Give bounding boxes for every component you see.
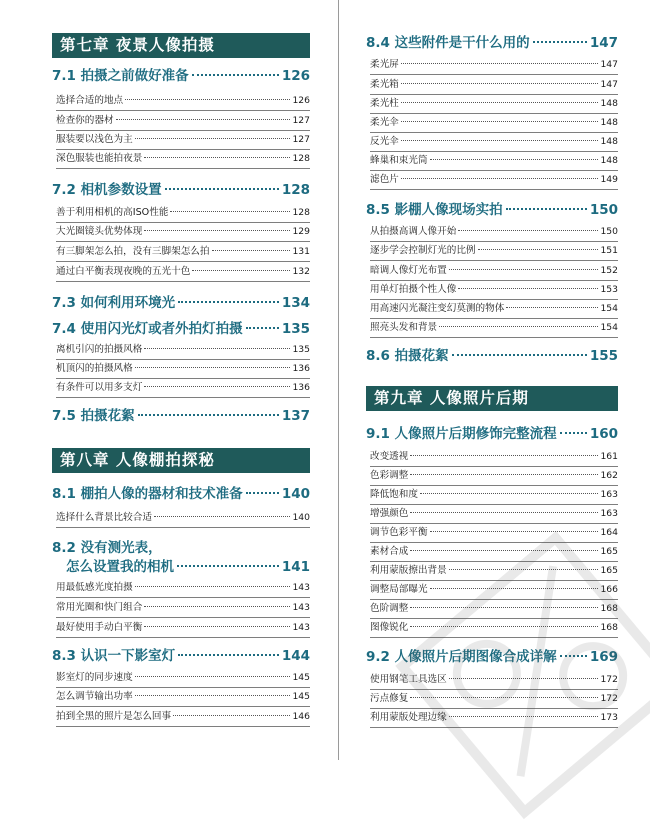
toc-item[interactable]: 选择什么背景比较合适 140: [56, 510, 310, 528]
toc-item[interactable]: 柔光柱 148: [370, 96, 618, 114]
toc-item[interactable]: 常用光圈和快门组合 143: [56, 600, 310, 618]
toc-item[interactable]: 色彩调整 162: [370, 468, 618, 486]
toc-item[interactable]: 用单灯拍摄个性人像 153: [370, 282, 618, 300]
toc-item[interactable]: 柔光屏 147: [370, 57, 618, 75]
toc-item[interactable]: 机顶闪的拍摄风格 136: [56, 361, 310, 379]
toc-item[interactable]: 有三脚架怎么拍，没有三脚架怎么拍 131: [56, 244, 310, 262]
toc-item[interactable]: 照亮头发和背景 154: [370, 320, 618, 338]
toc-item[interactable]: 深色服装也能拍夜景 128: [56, 151, 310, 169]
chapter-9-heading[interactable]: 第九章 人像照片后期: [366, 386, 618, 411]
toc-item[interactable]: 离机引闪的拍摄风格 135: [56, 342, 310, 360]
toc-item[interactable]: 从拍摄高调人像开始 150: [370, 224, 618, 242]
section-9-2[interactable]: 9.2 人像照片后期图像合成详解 169: [366, 649, 618, 665]
toc-item[interactable]: 用高速闪光凝注变幻莫测的物体 154: [370, 301, 618, 319]
toc-item[interactable]: 降低饱和度 163: [370, 487, 618, 505]
toc-item[interactable]: 拍到全黑的照片是怎么回事 146: [56, 709, 310, 727]
section-8-3[interactable]: 8.3 认识一下影室灯 144: [52, 648, 310, 664]
toc-item[interactable]: 利用蒙版处理边缘 173: [370, 710, 618, 728]
toc-item[interactable]: 改变透视 161: [370, 449, 618, 467]
toc-item[interactable]: 滤色片 149: [370, 172, 618, 190]
section-9-1[interactable]: 9.1 人像照片后期修饰完整流程 160: [366, 426, 618, 442]
toc-item[interactable]: 怎么调节输出功率 145: [56, 689, 310, 707]
toc-item[interactable]: 柔光箱 147: [370, 77, 618, 95]
toc-item[interactable]: 调节色彩平衡 164: [370, 525, 618, 543]
section-8-5[interactable]: 8.5 影棚人像现场实拍 150: [366, 202, 618, 218]
section-7-2[interactable]: 7.2 相机参数设置 128: [52, 182, 310, 198]
toc-item[interactable]: 利用蒙版擦出背景 165: [370, 563, 618, 581]
column-divider: [338, 0, 339, 760]
toc-item[interactable]: 污点修复 172: [370, 691, 618, 709]
toc-item[interactable]: 使用钢笔工具选区 172: [370, 672, 618, 690]
toc-item[interactable]: 影室灯的同步速度 145: [56, 670, 310, 688]
toc-item[interactable]: 最好使用手动白平衡 143: [56, 620, 310, 638]
toc-item[interactable]: 图像锐化 168: [370, 620, 618, 638]
chapter-8-heading[interactable]: 第八章 人像棚拍探秘: [52, 448, 310, 473]
section-7-4[interactable]: 7.4 使用闪光灯或者外拍灯拍摄 135: [52, 321, 310, 337]
section-7-3[interactable]: 7.3 如何利用环境光 134: [52, 295, 310, 311]
toc-item[interactable]: 柔光伞 148: [370, 115, 618, 133]
section-7-1[interactable]: 7.1 拍摄之前做好准备 126: [52, 68, 310, 84]
toc-item[interactable]: 通过白平衡表现夜晚的五光十色 132: [56, 264, 310, 282]
section-8-6[interactable]: 8.6 拍摄花絮 155: [366, 348, 618, 364]
toc-item[interactable]: 选择合适的地点 126: [56, 93, 310, 111]
toc-item[interactable]: 逐步学会控制灯光的比例 151: [370, 243, 618, 261]
section-8-1[interactable]: 8.1 棚拍人像的器材和技术准备 140: [52, 486, 310, 502]
chapter-7-heading[interactable]: 第七章 夜景人像拍摄: [52, 33, 310, 58]
toc-item[interactable]: 反光伞 148: [370, 134, 618, 152]
toc-item[interactable]: 蜂巢和束光筒 148: [370, 153, 618, 171]
section-8-2[interactable]: 8.2 没有测光表， 怎么设置我的相机 141: [52, 540, 310, 575]
toc-item[interactable]: 暗调人像灯光布置 152: [370, 263, 618, 281]
toc-item[interactable]: 增强颜色 163: [370, 506, 618, 524]
toc-item[interactable]: 服装要以浅色为主 127: [56, 132, 310, 150]
toc-item[interactable]: 有条件可以用多支灯 136: [56, 380, 310, 398]
toc-item[interactable]: 用最低感光度拍摄 143: [56, 580, 310, 598]
toc-item[interactable]: 调整局部曝光 166: [370, 582, 618, 600]
section-7-5[interactable]: 7.5 拍摄花絮 137: [52, 408, 310, 424]
toc-item[interactable]: 素材合成 165: [370, 544, 618, 562]
toc-item[interactable]: 检查你的器材 127: [56, 113, 310, 131]
section-8-4[interactable]: 8.4 这些附件是干什么用的 147: [366, 35, 618, 51]
toc-item[interactable]: 大光圈镜头优势体现 129: [56, 224, 310, 242]
toc-item[interactable]: 色阶调整 168: [370, 601, 618, 619]
toc-item[interactable]: 善于利用相机的高ISO性能 128: [56, 205, 310, 223]
